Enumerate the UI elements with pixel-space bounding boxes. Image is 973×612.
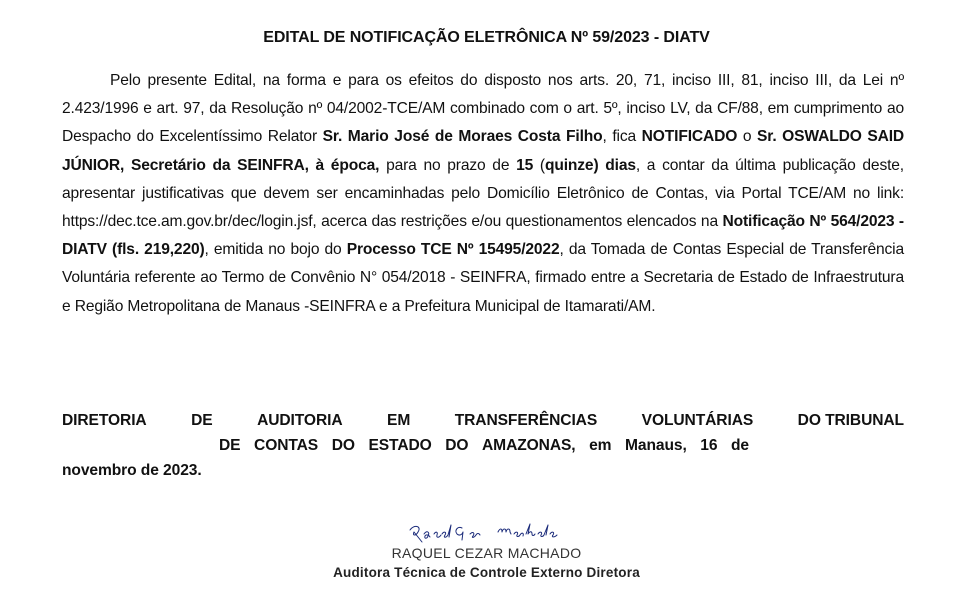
deadline-words: quinze) dias xyxy=(544,156,636,174)
directorate-word: Manaus, xyxy=(625,437,687,454)
directorate-word: 16 xyxy=(700,437,718,454)
deadline-number: 15 xyxy=(516,156,534,174)
directorate-word: VOLUNTÁRIAS xyxy=(641,412,754,429)
directorate-word: EM xyxy=(387,412,411,429)
body-text-4: para no prazo de xyxy=(379,156,517,174)
directorate-word: DO TRIBUNAL xyxy=(797,412,904,429)
body-text-2: , fica xyxy=(602,128,642,146)
directorate-signature-block xyxy=(62,408,904,483)
directorate-word: CONTAS xyxy=(254,437,319,454)
notification-reference: Notificação Nº 564/2023 - DIATV (fls. 219,220) xyxy=(62,213,904,259)
body-text-8: , da Tomada de Contas Especial de Transferência Voluntária referente ao Termo de Convênio N° 054/2018 - SEINFRA, firmado entre a Secretaria de Estado de Infraestrutura e Região Metropolitana de Manaus -SEINFRA e a Prefeitura Municipal de Itamarati/AM. xyxy=(62,241,904,315)
directorate-word: DE xyxy=(191,412,213,429)
body-text-6: , a contar da última publicação deste, apresentar justificativas que devem ser encaminhadas pelo Domicílio Eletrônico de Contas, via Portal TCE/AM no link: https://dec.tce.am.gov.br/dec/login.jsf, acerca das restrições e/ou questionamentos elencados na xyxy=(62,156,904,231)
notification-body xyxy=(62,67,904,321)
directorate-word: TRANSFERÊNCIAS xyxy=(454,412,598,429)
directorate-word: AUDITORIA xyxy=(257,412,343,429)
body-text-5: ( xyxy=(533,156,545,174)
signer-role: Auditora Técnica de Controle Externo Diretora xyxy=(333,565,640,580)
directorate-word: DIRETORIA xyxy=(62,412,147,429)
notified-person: Sr. OSWALDO SAID JÚNIOR, Secretário da SEINFRA, à época, xyxy=(62,128,904,174)
body-text-1: Pelo presente Edital, na forma e para os efeitos do disposto nos arts. 20, 71, inciso III, 81, inciso III, da Lei nº 2.423/1996 e art. 97, da Resolução nº 04/2002-TCE/AM combinado com o art. 5º, inciso LV, da CF/88, em cumprimento ao Despacho do Excelentíssimo Relator xyxy=(62,72,904,146)
directorate-word: DE xyxy=(219,437,241,454)
directorate-word: de xyxy=(731,437,749,454)
directorate-word: DO xyxy=(331,437,355,454)
process-reference: Processo TCE Nº 15495/2022 xyxy=(346,241,560,259)
notified-label: NOTIFICADO xyxy=(641,128,738,146)
rapporteur-name: Sr. Mario José de Moraes Costa Filho xyxy=(322,128,603,146)
directorate-word: em xyxy=(589,437,612,454)
directorate-line-2 xyxy=(62,433,749,458)
directorate-word: DO xyxy=(445,437,469,454)
body-text-3: o xyxy=(737,128,758,146)
directorate-line-1 xyxy=(62,408,904,433)
directorate-date-line: novembro de 2023. xyxy=(62,462,202,479)
document-title: EDITAL DE NOTIFICAÇÃO ELETRÔNICA Nº 59/2023 - DIATV xyxy=(263,29,710,46)
directorate-word: ESTADO xyxy=(368,437,432,454)
signer-name: RAQUEL CEZAR MACHADO xyxy=(391,545,582,561)
body-text-7: , emitida no bojo do xyxy=(204,241,347,259)
directorate-word: AMAZONAS, xyxy=(482,437,576,454)
